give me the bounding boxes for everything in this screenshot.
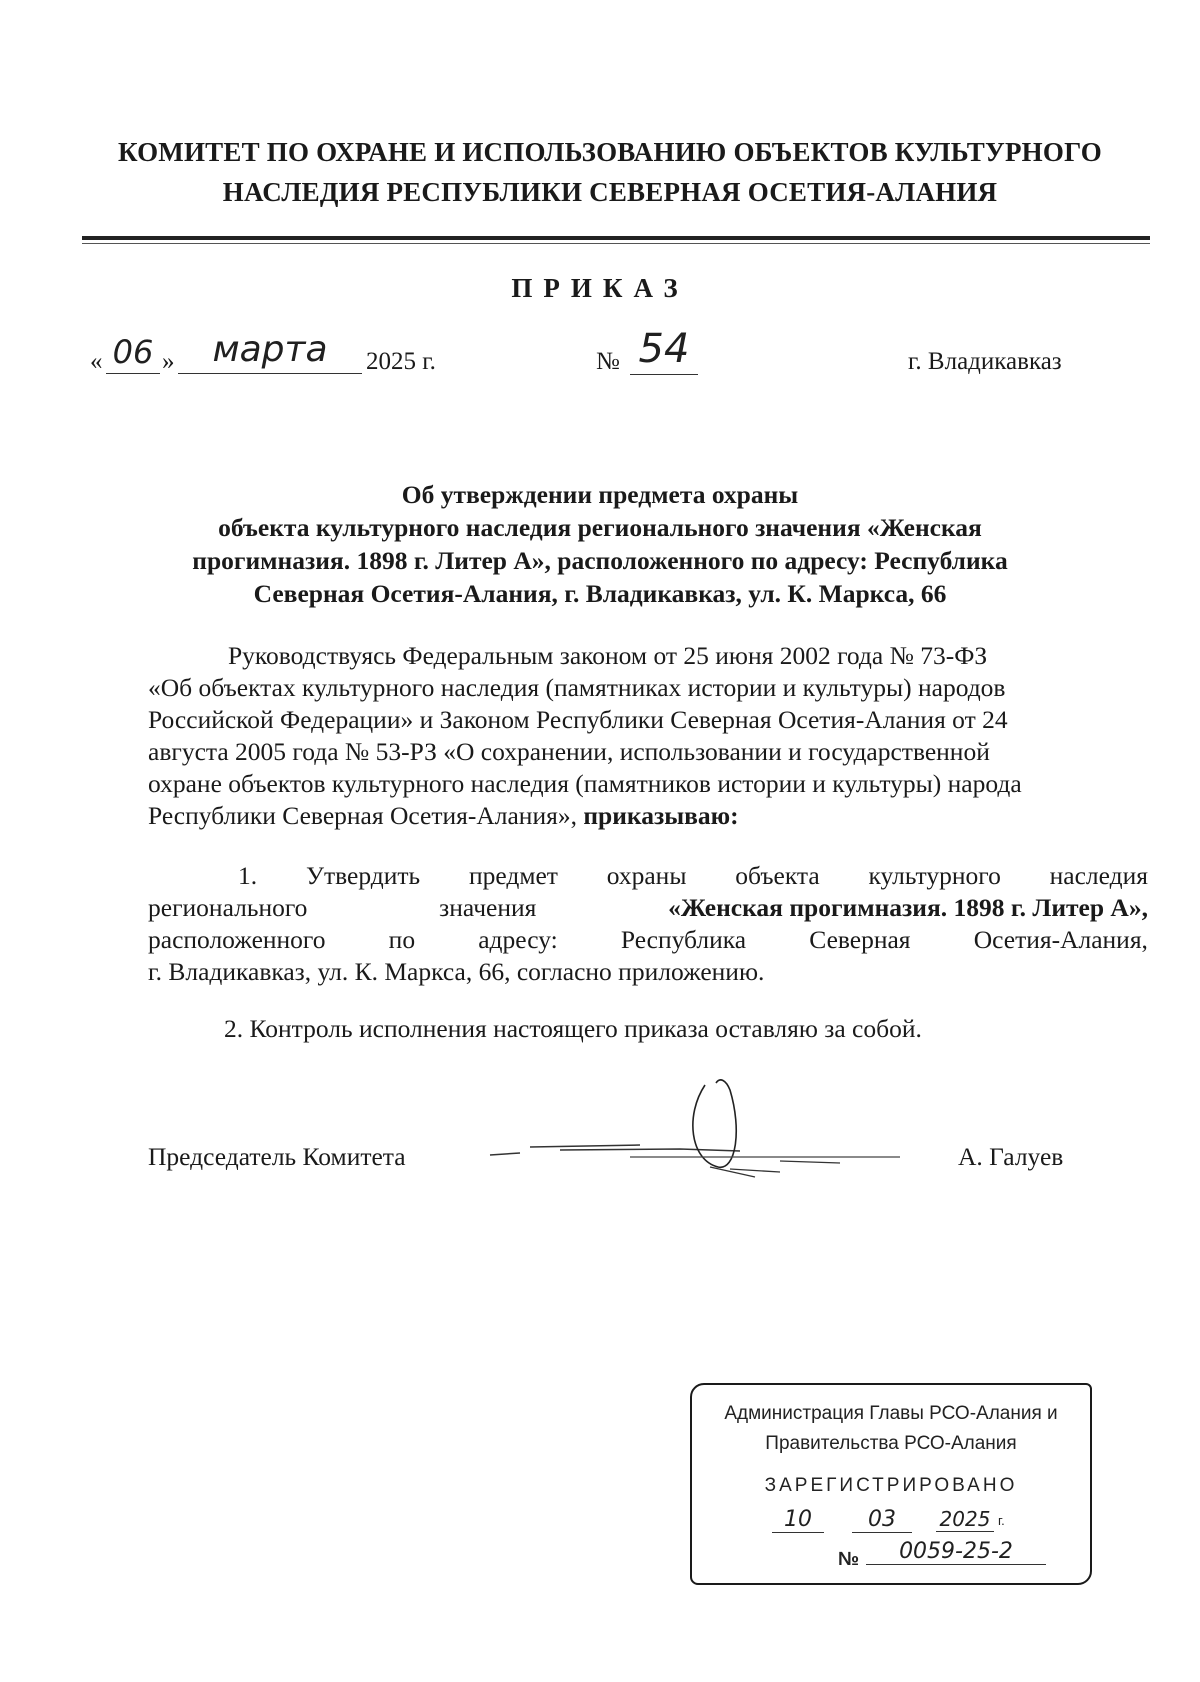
item-1-word: расположенного	[148, 925, 326, 954]
title-line-1: Об утверждении предмета охраны	[401, 480, 799, 509]
date-quote-close: »	[162, 348, 175, 375]
date-year: 2025 г.	[366, 348, 436, 375]
preamble-line-5: охране объектов культурного наследия (памятников истории и культуры) народа	[148, 769, 1022, 798]
city: г. Владикавказ	[908, 348, 1062, 375]
preamble-line-1: Руководствуясь Федеральным законом от 25 июня 2002 года № 73-ФЗ	[228, 641, 988, 670]
item-1-word: Осетия-Алания,	[973, 925, 1148, 954]
handwritten-signature	[480, 1075, 940, 1185]
title-line-2: объекта культурного наследия регионального значения «Женская	[218, 513, 982, 542]
item-1-word: регионального	[148, 893, 308, 922]
item-1-word: предмет	[468, 861, 558, 890]
preamble-command: приказываю:	[583, 801, 739, 830]
preamble-line-6-text: Республики Северная Осетия-Алания»,	[148, 801, 577, 830]
item-1-word: охраны	[606, 861, 687, 890]
preamble-line-6	[148, 800, 1148, 832]
document-type: ПРИКАЗ	[511, 273, 689, 303]
signatory-position: Председатель Комитета	[148, 1142, 406, 1171]
item-1-line-2	[148, 892, 1148, 924]
item-1-word: объекта	[735, 861, 820, 890]
organization-name-line-2: НАСЛЕДИЯ РЕСПУБЛИКИ СЕВЕРНАЯ ОСЕТИЯ-АЛАНИЯ	[222, 177, 998, 207]
item-1-object-name: «Женская прогимназия. 1898 г. Литер А»,	[668, 893, 1148, 922]
item-1-word: культурного	[868, 861, 1001, 890]
item-1-number: 1.	[238, 861, 258, 890]
header-divider-thin	[82, 243, 1150, 244]
stamp-date-day: 10	[772, 1507, 824, 1533]
date-month-handwritten: марта	[178, 327, 362, 374]
item-1-line-4: г. Владикавказ, ул. К. Маркса, 66, согласно приложению.	[148, 957, 765, 986]
item-1-word: по	[388, 925, 416, 954]
organization-name-line-1: КОМИТЕТ ПО ОХРАНЕ И ИСПОЛЬЗОВАНИЮ ОБЪЕКТОВ КУЛЬТУРНОГО	[117, 137, 1102, 167]
title-line-3: прогимназия. 1898 г. Литер А», расположенного по адресу: Республика	[192, 546, 1008, 575]
registration-stamp	[690, 1383, 1092, 1585]
order-number-label: №	[596, 348, 620, 375]
header-divider-thick	[82, 236, 1150, 240]
stamp-date-year: 2025	[936, 1507, 994, 1532]
signatory-name: А. Галуев	[958, 1142, 1064, 1171]
item-1	[148, 860, 1148, 988]
preamble	[148, 640, 1148, 832]
stamp-number-label: №	[838, 1549, 860, 1570]
item-1-word: Утвердить	[305, 861, 421, 890]
title-line-4: Северная Осетия-Алания, г. Владикавказ, ул. К. Маркса, 66	[253, 579, 947, 608]
stamp-line-2: Правительства РСО-Алания	[765, 1433, 1017, 1454]
item-1-word: значения	[439, 893, 537, 922]
item-1-word: наследия	[1049, 861, 1148, 890]
preamble-line-2: «Об объектах культурного наследия (памятниках истории и культуры) народов	[148, 673, 1006, 702]
stamp-registered: ЗАРЕГИСТРИРОВАНО	[764, 1475, 1018, 1496]
item-1-line-3	[148, 924, 1148, 956]
item-1-word: Северная	[809, 925, 911, 954]
item-1-line-1	[148, 860, 1148, 892]
preamble-line-3: Российской Федерации» и Законом Республики Северная Осетия-Алания от 24	[148, 705, 1008, 734]
stamp-line-1: Администрация Главы РСО-Алания и	[724, 1403, 1058, 1424]
stamp-date-month: 03	[852, 1507, 912, 1533]
item-2: 2. Контроль исполнения настоящего приказа оставляю за собой.	[224, 1014, 922, 1043]
date-day-handwritten: 06	[106, 331, 160, 374]
order-number-handwritten: 54	[630, 324, 698, 375]
stamp-number: 0059-25-2	[866, 1539, 1046, 1565]
item-1-word: адресу:	[478, 925, 558, 954]
preamble-line-4: августа 2005 года № 53-РЗ «О сохранении, использовании и государственной	[148, 737, 990, 766]
date-quote-open: «	[90, 348, 103, 375]
stamp-year-suffix: г.	[998, 1513, 1005, 1528]
item-1-word: Республика	[620, 925, 747, 954]
order-title	[120, 478, 1080, 610]
